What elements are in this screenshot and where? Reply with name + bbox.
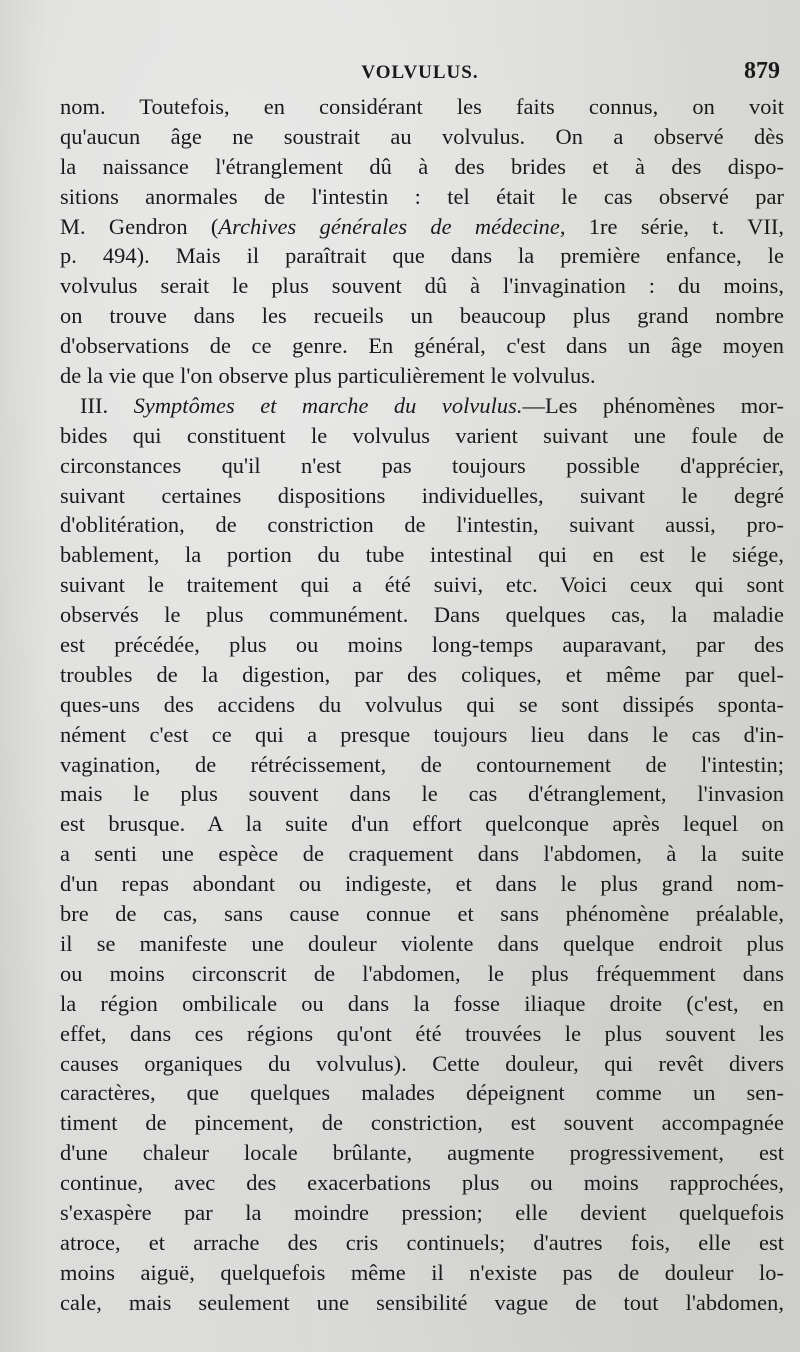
line-text: p. 494). Mais il paraîtrait que dans la première enfance, le	[60, 243, 784, 269]
line-text: observés le plus communément. Dans quelques cas, la maladie	[60, 602, 784, 628]
text-line	[60, 1078, 784, 1108]
text-line	[60, 152, 784, 182]
text-line	[60, 1288, 784, 1318]
text-line	[60, 690, 784, 720]
text-line	[60, 1258, 784, 1288]
line-text: ou moins circonscrit de l'abdomen, le plus fréquemment dans	[60, 960, 784, 986]
line-text: effet, dans ces régions qu'ont été trouvées le plus souvent les	[60, 1020, 784, 1046]
line-text: —Les phénomènes mor-	[522, 392, 784, 418]
text-line	[60, 899, 784, 929]
line-text: d'observations de ce genre. En général, c'est dans un âge moyen	[60, 333, 784, 359]
line-text: atroce, et arrache des cris continuels; d'autres fois, elle est	[60, 1229, 784, 1255]
line-text: on trouve dans les recueils un beaucoup plus grand nombre	[60, 303, 784, 329]
text-line	[60, 241, 784, 271]
line-text: nom. Toutefois, en considérant les faits connus, on voit	[60, 94, 784, 119]
line-text: 1re série, t. VII,	[565, 213, 784, 239]
text-line	[60, 600, 784, 630]
line-text: il se manifeste une douleur violente dans quelque endroit plus	[60, 930, 784, 956]
text-line	[60, 361, 784, 391]
line-text: de la vie que l'on observe plus particulièrement le volvulus.	[60, 363, 596, 389]
line-text: M. Gendron (	[60, 213, 219, 239]
text-line	[60, 540, 784, 570]
line-text: volvulus serait le plus souvent dû à l'invagination : du moins,	[60, 273, 784, 299]
text-line	[60, 989, 784, 1019]
text-line	[60, 660, 784, 690]
line-text: d'une chaleur locale brûlante, augmente progressivement, est	[60, 1140, 784, 1166]
text-line	[60, 212, 784, 242]
body-text	[60, 92, 784, 1318]
line-text: a senti une espèce de craquement dans l'abdomen, à la suite	[60, 841, 784, 867]
line-text: timent de pincement, de constriction, est souvent accompagnée	[60, 1110, 784, 1136]
line-text: est précédée, plus ou moins long-temps auparavant, par des	[60, 632, 784, 658]
line-text: causes organiques du volvulus). Cette douleur, qui revêt divers	[60, 1050, 784, 1076]
text-line	[60, 570, 784, 600]
text-line	[60, 92, 784, 122]
line-text: troubles de la digestion, par des coliques, et même par quel-	[60, 661, 784, 687]
text-line	[60, 451, 784, 481]
line-text: ques-uns des accidens du volvulus qui se sont dissipés sponta-	[60, 691, 784, 717]
line-text: continue, avec des exacerbations plus ou moins rapprochées,	[60, 1170, 784, 1196]
page-header	[60, 58, 780, 94]
line-text: suivant certaines dispositions individuelles, suivant le degré	[60, 482, 784, 508]
text-line	[60, 869, 784, 899]
line-text: s'exaspère par la moindre pression; elle devient quelquefois	[60, 1199, 784, 1225]
line-text: d'un repas abondant ou indigeste, et dans le plus grand nom-	[60, 871, 784, 897]
text-line	[60, 481, 784, 511]
text-line	[60, 809, 784, 839]
line-text: vagination, de rétrécissement, de contournement de l'intestin;	[60, 751, 784, 777]
text-line	[60, 1108, 784, 1138]
text-line	[60, 510, 784, 540]
text-line	[60, 1228, 784, 1258]
line-text: bides qui constituent le volvulus varient suivant une foule de	[60, 422, 784, 448]
line-text: nément c'est ce qui a presque toujours lieu dans le cas d'in-	[60, 721, 784, 747]
line-text: mais le plus souvent dans le cas d'étranglement, l'invasion	[60, 781, 784, 807]
text-line	[60, 779, 784, 809]
text-line	[60, 301, 784, 331]
line-text: qu'aucun âge ne soustrait au volvulus. On a observé dès	[60, 123, 784, 149]
line-text: circonstances qu'il n'est pas toujours possible d'apprécier,	[60, 452, 784, 478]
text-line	[60, 122, 784, 152]
text-line	[60, 271, 784, 301]
text-line	[60, 1049, 784, 1079]
line-text: la région ombilicale ou dans la fosse iliaque droite (c'est, en	[60, 990, 784, 1016]
text-line	[60, 1138, 784, 1168]
line-text: bablement, la portion du tube intestinal qui en est le siége,	[60, 542, 784, 568]
line-text: moins aiguë, quelquefois même il n'existe pas de douleur lo-	[60, 1259, 784, 1285]
text-line	[60, 720, 784, 750]
text-line	[60, 1198, 784, 1228]
text-line	[60, 182, 784, 212]
text-line	[60, 630, 784, 660]
page-number: 879	[744, 58, 780, 84]
text-line	[60, 391, 784, 421]
line-text: sitions anormales de l'intestin : tel était le cas observé par	[60, 183, 784, 209]
text-line	[60, 929, 784, 959]
line-text: est brusque. A la suite d'un effort quelconque après lequel on	[60, 811, 784, 837]
line-text: d'oblitération, de constriction de l'intestin, suivant aussi, pro-	[60, 512, 784, 538]
text-line	[60, 421, 784, 451]
text-line	[60, 1168, 784, 1198]
line-text: bre de cas, sans cause connue et sans phénomène préalable,	[60, 901, 784, 927]
text-line	[60, 839, 784, 869]
line-text: III.	[80, 392, 134, 418]
line-text: la naissance l'étranglement dû à des brides et à des dispo-	[60, 153, 784, 179]
running-title: VOLVULUS.	[361, 62, 479, 83]
italic-text: Symptômes et marche du volvulus.	[133, 392, 523, 418]
line-text: caractères, que quelques malades dépeignent comme un sen-	[60, 1080, 784, 1106]
line-text: cale, mais seulement une sensibilité vague de tout l'abdomen,	[60, 1289, 784, 1315]
text-line	[60, 331, 784, 361]
text-line	[60, 1019, 784, 1049]
text-line	[60, 959, 784, 989]
line-text: suivant le traitement qui a été suivi, etc. Voici ceux qui sont	[60, 572, 784, 598]
text-line	[60, 750, 784, 780]
italic-text: Archives générales de médecine,	[218, 213, 566, 239]
